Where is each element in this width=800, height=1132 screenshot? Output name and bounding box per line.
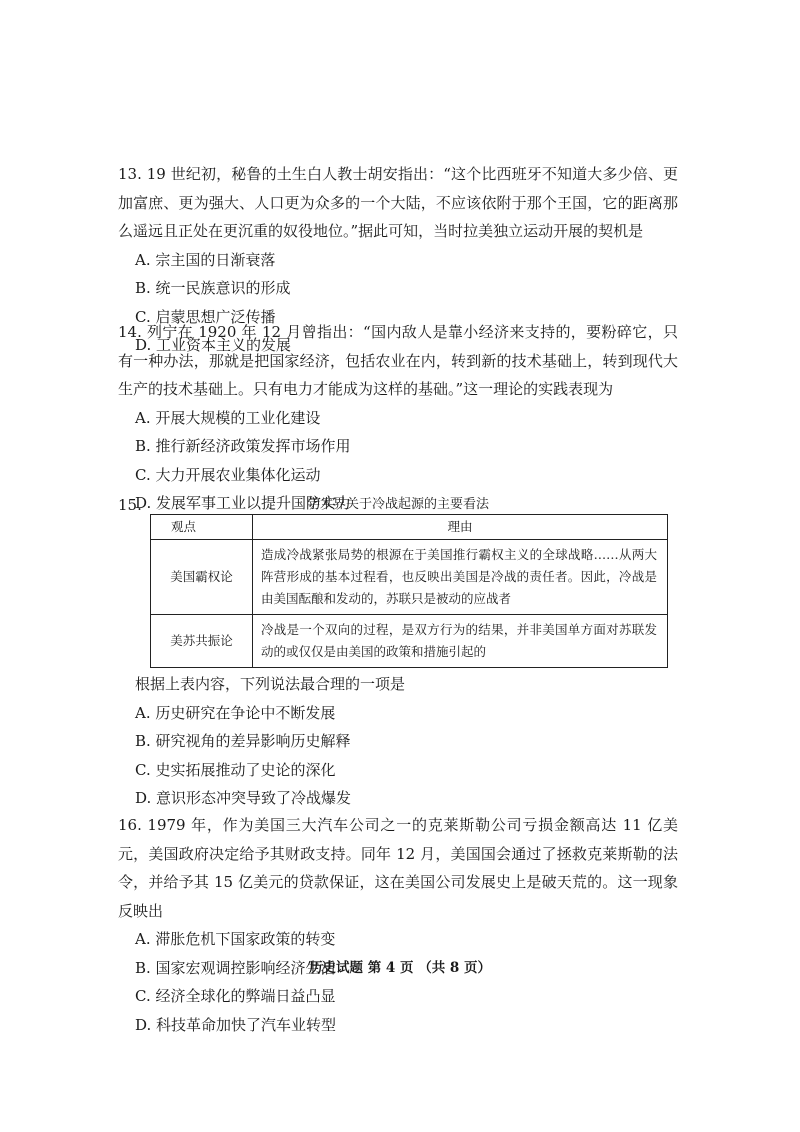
question-15-lead: 根据上表内容，下列说法最合理的一项是 xyxy=(135,675,406,693)
question-13-option-c: C. 启蒙思想广泛传播 xyxy=(135,307,276,326)
table-header-row xyxy=(151,515,668,540)
table-cell-viewpoint: 美苏共振论 xyxy=(151,615,253,668)
question-14-option-c: C. 大力开展农业集体化运动 xyxy=(135,465,321,484)
question-15-caption xyxy=(118,495,678,515)
question-15-option-a: A. 历史研究在争论中不断发展 xyxy=(135,703,336,722)
question-14-option-d: D. 发展军事工业以提升国防实力 xyxy=(135,494,352,512)
question-16-option-a: A. 滞胀危机下国家政策的转变 xyxy=(135,930,336,948)
table-cell-reason: 冷战是一个双向的过程，是双方行为的结果，并非美国单方面对苏联发动的或仅仅是由美国的政策和措施引起的 xyxy=(253,615,668,668)
question-13-stem: 13. 19 世纪初，秘鲁的土生白人教士胡安指出：“这个比西班牙不知道大多少倍、更加富庶、更为强大、人口更为众多的一个大陆，不应该依附于那个王国，它的距离那么遥远且正处在更沉重的奴役地位。”据此可知，当时拉美独立运动开展的契机是 xyxy=(118,165,678,240)
table-row xyxy=(151,540,668,615)
question-13-option-b: B. 统一民族意识的形成 xyxy=(135,279,291,297)
question-14-stem: 14. 列宁在 1920 年 12 月曾指出：“国内敌人是靠小经济来支持的，要粉碎它，只有一种办法，那就是把国家经济，包括农业在内，转到新的技术基础上，转到现代大生产的技术基础上。只有电力才能成为这样的基础。”这一理论的实践表现为 xyxy=(118,323,678,398)
table-row xyxy=(151,615,668,668)
cold-war-views-table xyxy=(150,514,668,668)
question-15-option-c: C. 史实拓展推动了史论的深化 xyxy=(135,760,336,779)
table-cell-viewpoint: 美国霸权论 xyxy=(151,540,253,615)
question-16-option-c: C. 经济全球化的弊端日益凸显 xyxy=(135,987,336,1005)
table-header-reason: 理由 xyxy=(253,515,668,540)
question-13-option-a: A. 宗主国的日渐衰落 xyxy=(135,250,276,269)
question-16-stem: 16. 1979 年，作为美国三大汽车公司之一的克莱斯勒公司亏损金额高达 11 亿美元，美国政府决定给予其财政支持。同年 12 月，美国国会通过了拯救克莱斯勒的法令，并给予其 15 亿美元的贷款保证，这在美国公司发展史上是破天荒的。这一现象反映出 xyxy=(118,816,678,920)
question-16 xyxy=(118,811,678,1039)
question-15-option-b: B. 研究视角的差异影响历史解释 xyxy=(135,732,351,750)
question-16-option-d: D. 科技革命加快了汽车业转型 xyxy=(135,1015,337,1034)
question-14 xyxy=(118,318,678,518)
table-header-viewpoint: 观点 xyxy=(151,515,253,540)
question-15-number: 15. xyxy=(118,496,142,514)
table-cell-reason: 造成冷战紧张局势的根源在于美国推行霸权主义的全球战略……从两大阵营形成的基本过程看，也反映出美国是冷战的责任者。因此，冷战是由美国酝酿和发动的，苏联只是被动的应战者 xyxy=(253,540,668,615)
question-15-option-d: D. 意识形态冲突导致了冷战爆发 xyxy=(135,789,352,807)
question-16-option-b: B. 国家宏观调控影响经济生活 xyxy=(135,958,336,977)
question-14-option-a: A. 开展大规模的工业化建设 xyxy=(135,408,321,427)
table-title: 学术界关于冷战起源的主要看法 xyxy=(306,497,489,512)
question-13-option-d: D. 工业资本主义的发展 xyxy=(135,336,292,354)
question-14-option-b: B. 推行新经济政策发挥市场作用 xyxy=(135,437,351,455)
question-15-body xyxy=(118,670,678,813)
page-footer: 历史试题 第 4 页 （共 8 页） xyxy=(309,960,491,976)
